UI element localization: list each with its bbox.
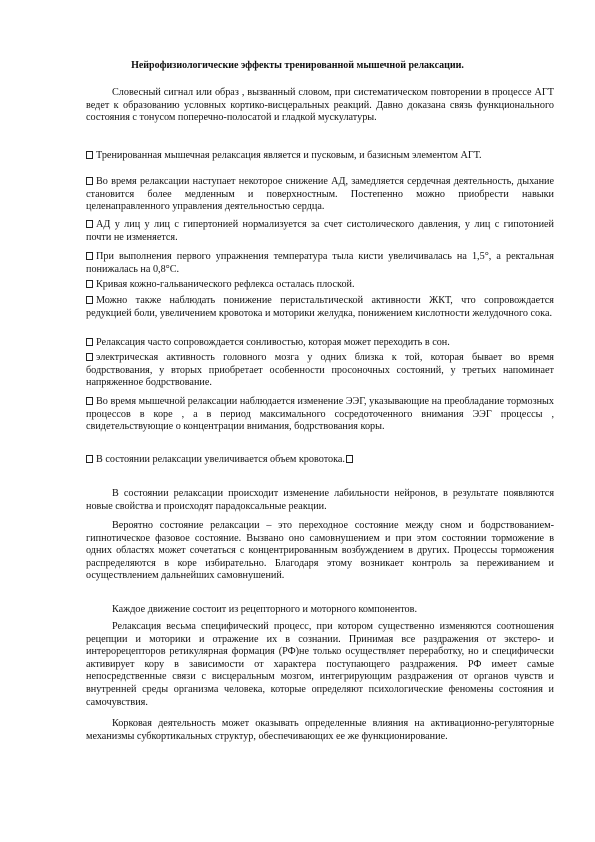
bullet-item: [86, 454, 554, 467]
body-paragraph: Релаксация весьма специфический процесс, при котором существенно изменяются соотношения рецепции и моторики и отражение их в сознании. Принимая все раздражения от экстеро- и интерорецепторов ретикулярная формация (РФ)не только осуществляет переработку, но и специфически активирует кору в зависимости от характера поступающего раздражения. РФ имеет самые непосредственные связи с висцеральным мозгом, интегрирующим раздражения от органов чувств и внутренней среды организма человека, которые определяют психологические феномены состояния и самочувствия.: [86, 621, 554, 708]
bullet-box-icon: [86, 353, 93, 361]
bullet-text: Релаксация часто сопровождается сонливостью, которая может переходить в сон.: [96, 337, 450, 348]
bullet-box-icon: [86, 338, 93, 346]
bullet-box-icon: [86, 220, 93, 228]
bullet-text: Можно также наблюдать понижение перистальтической активности ЖКТ, что сопровождается редукцией боли, увеличением кровотока и моторики желудка, понижением кислотности желудочного сока.: [86, 295, 554, 319]
bullet-text: При выполнения первого упражнения температура тыла кисти увеличивалась на 1,5°, а ректальная понижалась на 0,8°С.: [86, 251, 554, 275]
bullet-text: электрическая активность головного мозга у одних близка к той, которая бывает во время бодрствования, у вторых приобретает особенности просоночных состояний, у третьих напоминает напряженное бодрствование.: [86, 352, 554, 389]
bullet-item: [86, 337, 554, 350]
body-paragraph: Вероятно состояние релаксации – это переходное состояние между сном и бодрствованием- гипнотическое фазовое состояние. Вызвано оно самовнушением и при этом состоянии торможение в одних областях может сочетаться с концентрированным возбуждением в других. Процессы торможения распределяются в коре избирательно. Благодаря этому возникает контроль за переживанием и осуществлением дальнейших самовнушений.: [86, 520, 554, 582]
bullet-item: [86, 295, 554, 320]
bullet-text: Кривая кожно-гальванического рефлекса осталась плоской.: [96, 279, 355, 290]
bullet-item: [86, 251, 554, 276]
bullet-box-icon: [86, 151, 93, 159]
body-paragraph: Корковая деятельность может оказывать определенные влияния на активационно-регуляторные механизмы субкортикальных структур, обеспечивающих ее же функционирование.: [86, 718, 554, 742]
bullet-text: Тренированная мышечная релаксация является и пусковым, и базисным элементом АГТ.: [96, 150, 482, 161]
body-paragraph: В состоянии релаксации происходит изменение лабильности нейронов, в результате появляются новые свойства и происходят парадоксальные реакции.: [86, 488, 554, 512]
bullet-item: [86, 279, 554, 292]
bullet-box-icon: [86, 397, 93, 405]
bullet-box-icon: [346, 455, 353, 463]
bullet-item: [86, 352, 554, 390]
bullet-box-icon: [86, 280, 93, 288]
intro-paragraph: Словесный сигнал или образ , вызванный словом, при систематическом повторении в процессе АГТ ведет к образованию условных кортико-висцеральных реакций. Давно доказана связь функционального состояния с тонусом поперечно-полосатой и гладкой мускулатуры.: [86, 87, 554, 124]
bullet-item: [86, 150, 554, 163]
page-title: Нейрофизиологические эффекты тренированной мышечной релаксации.: [131, 60, 464, 71]
bullet-text: АД у лиц у лиц с гипертонией нормализуется за счет систолического давления, у лиц с гипотонией почти не изменяется.: [86, 219, 554, 243]
bullet-item: [86, 396, 554, 434]
bullet-box-icon: [86, 177, 93, 185]
body-paragraph: Каждое движение состоит из рецепторного и моторного компонентов.: [112, 604, 418, 615]
bullet-text: Во время релаксации наступает некоторое снижение АД, замедляется сердечная деятельность, дыхание становится более медленным и поверхностным. Постепенно можно приобрести навыки целенаправленного управления деятельностью сердца.: [86, 176, 554, 213]
bullet-box-icon: [86, 455, 93, 463]
bullet-box-icon: [86, 252, 93, 260]
bullet-box-icon: [86, 296, 93, 304]
bullet-item: [86, 219, 554, 244]
bullet-item: [86, 176, 554, 214]
bullet-text: Во время мышечной релаксации наблюдается изменение ЭЭГ, указывающие на преобладание тормозных процессов в коре , а в период максимального сосредоточенного внимания ЭЭГ процессы , свидетельствующие о концентрации внимания, бодрствования коры.: [86, 396, 554, 433]
bullet-text: В состоянии релаксации увеличивается объем кровотока.: [96, 454, 345, 465]
